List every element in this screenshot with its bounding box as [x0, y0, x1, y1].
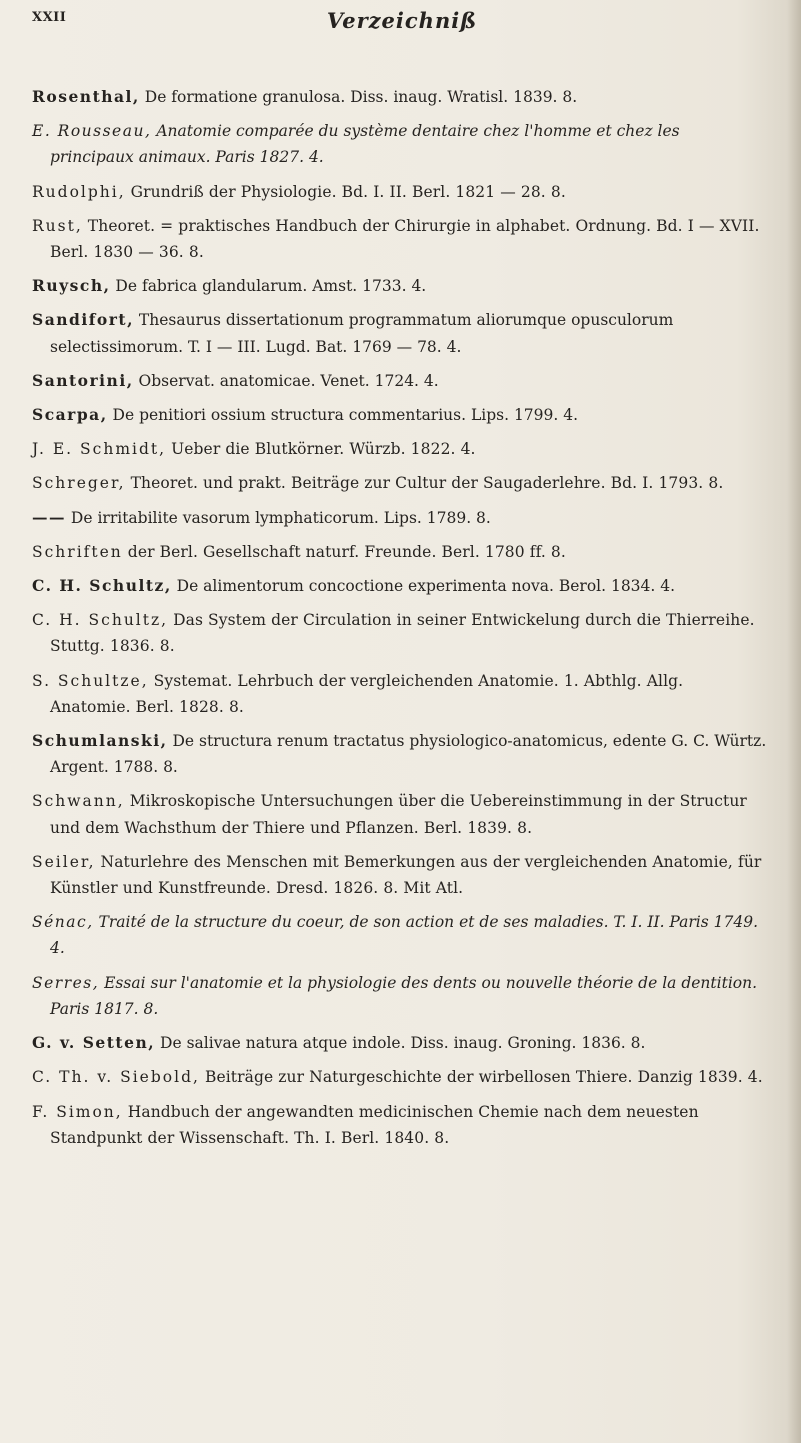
bibliography-entry — [32, 573, 767, 599]
bibliography-entry — [32, 505, 767, 531]
entry-author: Sénac, — [32, 913, 94, 932]
bibliography-entry — [32, 368, 767, 394]
bibliography-entry — [32, 213, 767, 265]
entry-citation: Essai sur l'anatomie et la physiologie des dents ou nouvelle théorie de la dentition. Paris 1817. 8. — [50, 973, 758, 1018]
page-edge-shadow — [787, 0, 801, 1443]
bibliography-list — [32, 84, 767, 1159]
bibliography-entry — [32, 539, 767, 565]
entry-author: Scarpa, — [32, 405, 108, 425]
page-number: XXII — [32, 10, 67, 25]
entry-author: Seiler, — [32, 852, 96, 871]
entry-author: G. v. Setten, — [32, 1033, 156, 1053]
entry-citation: Theoret. = praktisches Handbuch der Chirurgie in alphabet. Ordnung. Bd. I — XVII. Berl. 1830 — 36. 8. — [50, 216, 760, 262]
entry-citation: Beiträge zur Naturgeschichte der wirbellosen Thiere. Danzig 1839. 4. — [199, 1068, 763, 1087]
entry-citation: De penitiori ossium structura commentarius. Lips. 1799. 4. — [107, 406, 579, 425]
entry-citation: Observat. anatomicae. Venet. 1724. 4. — [133, 371, 439, 390]
entry-author: Schumlanski, — [32, 731, 168, 751]
entry-author: J. E. Schmidt, — [32, 440, 167, 459]
entry-citation: Thesaurus dissertationum programmatum aliorumque opusculorum selectissimorum. T. I — III. Lugd. Bat. 1769 — 78. 4. — [50, 311, 674, 356]
entry-author: Santorini, — [32, 370, 134, 390]
entry-citation: Mikroskopische Untersuchungen über die Uebereinstimmung in der Structur und dem Wachsthum der Thiere und Pflanzen. Berl. 1839. 8. — [50, 792, 747, 837]
entry-citation: Ueber die Blutkörner. Würzb. 1822. 4. — [166, 440, 476, 459]
bibliography-entry — [32, 402, 767, 428]
entry-citation: De salivae natura atque indole. Diss. inaug. Groning. 1836. 8. — [155, 1034, 646, 1053]
entry-author: C. H. Schultz, — [32, 576, 172, 596]
bibliography-entry — [32, 970, 767, 1022]
entry-author: —— — [32, 507, 66, 527]
entry-citation: De irritabilite vasorum lymphaticorum. Lips. 1789. 8. — [66, 508, 491, 527]
entry-author: Ruysch, — [32, 276, 111, 296]
bibliography-entry — [32, 470, 767, 496]
page-header — [32, 8, 772, 34]
bibliography-entry — [32, 307, 767, 359]
bibliography-entry — [32, 607, 767, 659]
bibliography-entry — [32, 909, 767, 961]
entry-author: F. Simon, — [32, 1102, 123, 1121]
entry-citation: Das System der Circulation in seiner Entwickelung durch die Thierreihe. Stuttg. 1836. 8. — [50, 611, 755, 656]
bibliography-entry — [32, 436, 767, 462]
running-title: Verzeichniß — [326, 8, 478, 33]
entry-author: C. Th. v. Siebold, — [32, 1068, 200, 1087]
entry-citation: Handbuch der angewandten medicinischen Chemie nach dem neuesten Standpunkt der Wissenschaft. Th. I. Berl. 1840. 8. — [50, 1102, 699, 1147]
bibliography-entry — [32, 273, 767, 299]
bibliography-entry — [32, 849, 767, 901]
entry-author: S. Schultze, — [32, 671, 149, 690]
entry-citation: Theoret. und prakt. Beiträge zur Cultur der Saugaderlehre. Bd. I. 1793. 8. — [125, 474, 724, 493]
entry-author: Rust, — [32, 216, 83, 235]
entry-author: Schriften — [32, 542, 123, 561]
bibliography-entry — [32, 788, 767, 840]
entry-author: Serres, — [32, 973, 100, 992]
entry-citation: De structura renum tractatus physiologico-anatomicus, edente G. C. Würtz. Argent. 1788. 8. — [50, 732, 767, 777]
bibliography-entry — [32, 728, 767, 780]
entry-citation: Grundriß der Physiologie. Bd. I. II. Berl. 1821 — 28. 8. — [125, 182, 566, 201]
entry-author: Schwann, — [32, 792, 125, 811]
bibliography-entry — [32, 179, 767, 205]
entry-author: Schreger, — [32, 474, 126, 493]
entry-citation: De fabrica glandularum. Amst. 1733. 4. — [110, 277, 427, 296]
entry-citation: De alimentorum concoctione experimenta nova. Berol. 1834. 4. — [171, 577, 676, 596]
bibliography-entry — [32, 118, 767, 170]
entry-author: E. Rousseau, — [32, 122, 152, 141]
entry-citation: Systemat. Lehrbuch der vergleichenden Anatomie. 1. Abthlg. Allg. Anatomie. Berl. 1828. 8. — [50, 671, 684, 716]
entry-author: Rudolphi, — [32, 182, 126, 201]
entry-citation: De formatione granulosa. Diss. inaug. Wratisl. 1839. 8. — [139, 88, 578, 106]
entry-author: C. H. Schultz, — [32, 611, 169, 630]
entry-citation: Anatomie comparée du système dentaire chez l'homme et chez les principaux animaux. Paris 1827. 4. — [50, 122, 680, 167]
bibliography-entry — [32, 1064, 767, 1090]
bibliography-entry — [32, 668, 767, 720]
entry-author: Rosenthal, — [32, 87, 140, 106]
entry-citation: Naturlehre des Menschen mit Bemerkungen aus der vergleichenden Anatomie, für Künstler und Kunstfreunde. Dresd. 1826. 8. Mit Atl. — [50, 852, 762, 898]
entry-citation: der Berl. Gesellschaft naturf. Freunde. Berl. 1780 ff. 8. — [122, 542, 566, 561]
bibliography-entry — [32, 1030, 767, 1056]
bibliography-entry — [32, 84, 767, 110]
bibliography-entry — [32, 1099, 767, 1151]
entry-author: Sandifort, — [32, 310, 134, 330]
entry-citation: Traité de la structure du coeur, de son action et de ses maladies. T. I. II. Paris 1749. 4. — [50, 913, 759, 958]
